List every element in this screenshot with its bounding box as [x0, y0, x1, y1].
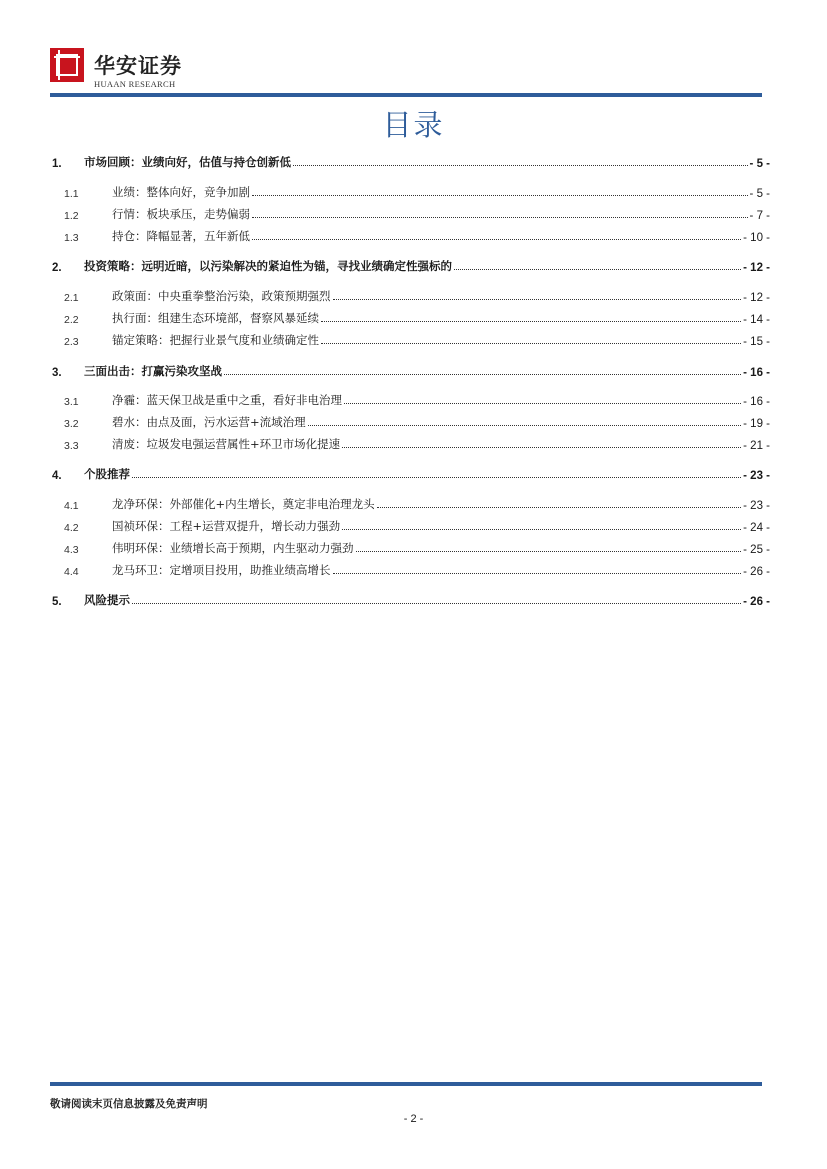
toc-entry[interactable] [50, 494, 770, 512]
toc-entry[interactable] [50, 390, 770, 408]
toc-entry-page: - 5 - [749, 188, 770, 200]
header-divider [50, 93, 762, 97]
toc-dot-leader [321, 320, 741, 322]
toc-entry-page: - 5 - [749, 158, 770, 170]
page-title: 目录 [382, 108, 445, 142]
toc-entry-number: 3.3 [64, 440, 79, 452]
toc-entry-number: 5. [52, 596, 62, 608]
toc-entry-title: 三面出击：打赢污染攻坚战 [84, 364, 222, 378]
brand-name-cn: 华安证券 [94, 53, 182, 78]
toc-entry-title: 个股推荐 [84, 467, 130, 481]
toc-entry-title: 风险提示 [84, 593, 130, 607]
toc-entry-number: 2.1 [64, 292, 79, 304]
toc-entry-title: 政策面：中央重拳整治污染，政策预期强烈 [112, 289, 331, 303]
toc-entry-page: - 7 - [749, 210, 770, 222]
toc-dot-leader [344, 402, 741, 404]
toc-entry-number: 1.3 [64, 232, 79, 244]
toc-entry-number: 4.4 [64, 566, 79, 578]
toc-dot-leader [333, 298, 742, 300]
footer-divider [50, 1082, 762, 1086]
toc-entry-page: - 12 - [743, 262, 770, 274]
toc-entry-title: 执行面：组建生态环境部，督察风暴延续 [112, 311, 319, 325]
toc-entry-number: 4.3 [64, 544, 79, 556]
toc-entry-number: 2.3 [64, 336, 79, 348]
toc-entry-title: 碧水：由点及面，污水运营+流域治理 [112, 415, 306, 429]
toc-dot-leader [252, 194, 748, 196]
toc-dot-leader [377, 506, 742, 508]
huaan-logo-icon [50, 48, 84, 82]
toc-dot-leader [132, 476, 741, 478]
toc-dot-leader [132, 602, 741, 604]
toc-entry-page: - 12 - [743, 292, 770, 304]
toc-dot-leader [342, 446, 741, 448]
toc-entry-title: 锚定策略：把握行业景气度和业绩确定性 [112, 333, 319, 347]
toc-entry-number: 4.1 [64, 500, 79, 512]
toc-entry-page: - 15 - [743, 336, 770, 348]
toc-dot-leader [342, 528, 741, 530]
toc-entry[interactable] [50, 560, 770, 578]
toc-entry[interactable] [50, 152, 770, 170]
toc-entry-page: - 10 - [743, 232, 770, 244]
toc-entry[interactable] [50, 361, 770, 379]
toc-dot-leader [454, 268, 741, 270]
toc-entry-page: - 14 - [743, 314, 770, 326]
toc-entry-number: 2.2 [64, 314, 79, 326]
toc-dot-leader [224, 373, 741, 375]
toc-entry[interactable] [50, 412, 770, 430]
toc-entry-page: - 19 - [743, 418, 770, 430]
toc-entry-title: 投资策略：远明近暗，以污染解决的紧迫性为锚，寻找业绩确定性强标的 [84, 259, 452, 273]
toc-entry[interactable] [50, 308, 770, 326]
toc-dot-leader [356, 550, 742, 552]
report-header [50, 48, 762, 98]
toc-entry[interactable] [50, 256, 770, 274]
toc-dot-leader [308, 424, 742, 426]
toc-entry-number: 2. [52, 262, 62, 274]
page-number: - 2 - [403, 1113, 424, 1125]
disclaimer-note: 敬请阅读末页信息披露及免责声明 [50, 1098, 208, 1110]
toc-entry-page: - 26 - [743, 566, 770, 578]
toc-entry-number: 4. [52, 470, 62, 482]
toc-dot-leader [321, 342, 741, 344]
toc-entry-page: - 26 - [743, 596, 770, 608]
toc-entry-title: 净霾：蓝天保卫战是重中之重，看好非电治理 [112, 393, 342, 407]
toc-entry-page: - 24 - [743, 522, 770, 534]
toc-entry[interactable] [50, 538, 770, 556]
toc-entry-number: 1.1 [64, 188, 79, 200]
toc-entry-title: 持仓：降幅显著，五年新低 [112, 229, 250, 243]
toc-entry-page: - 23 - [743, 470, 770, 482]
toc-entry-number: 3.1 [64, 396, 79, 408]
toc-entry-title: 市场回顾：业绩向好，估值与持仓创新低 [84, 155, 291, 169]
toc-entry-title: 业绩：整体向好，竞争加剧 [112, 185, 250, 199]
toc-entry[interactable] [50, 204, 770, 222]
toc-entry-title: 龙净环保：外部催化+内生增长，奠定非电治理龙头 [112, 497, 375, 511]
toc-entry-number: 1. [52, 158, 62, 170]
toc-entry-number: 3.2 [64, 418, 79, 430]
toc-entry-page: - 16 - [743, 367, 770, 379]
toc-entry[interactable] [50, 464, 770, 482]
toc-entry-number: 4.2 [64, 522, 79, 534]
toc-entry-title: 行情：板块承压，走势偏弱 [112, 207, 250, 221]
toc-entry-page: - 23 - [743, 500, 770, 512]
toc-entry-number: 3. [52, 367, 62, 379]
toc-entry[interactable] [50, 226, 770, 244]
toc-entry-title: 龙马环卫：定增项目投用，助推业绩高增长 [112, 563, 331, 577]
toc-dot-leader [333, 572, 742, 574]
toc-entry-title: 清废：垃圾发电强运营属性+环卫市场化提速 [112, 437, 341, 451]
toc-entry[interactable] [50, 434, 770, 452]
toc-entry-title: 国祯环保：工程+运营双提升，增长动力强劲 [112, 519, 341, 533]
toc-dot-leader [252, 216, 748, 218]
toc-entry-page: - 16 - [743, 396, 770, 408]
toc-entry-number: 1.2 [64, 210, 79, 222]
toc-entry[interactable] [50, 330, 770, 348]
toc-entry-page: - 25 - [743, 544, 770, 556]
toc-entry[interactable] [50, 516, 770, 534]
toc-dot-leader [252, 238, 741, 240]
toc-dot-leader [293, 164, 748, 166]
toc-entry-page: - 21 - [743, 440, 770, 452]
toc-entry[interactable] [50, 590, 770, 608]
toc-entry[interactable] [50, 286, 770, 304]
toc-entry-title: 伟明环保：业绩增长高于预期，内生驱动力强劲 [112, 541, 354, 555]
toc-entry[interactable] [50, 182, 770, 200]
brand-name-en: HUAAN RESEARCH [94, 79, 176, 89]
